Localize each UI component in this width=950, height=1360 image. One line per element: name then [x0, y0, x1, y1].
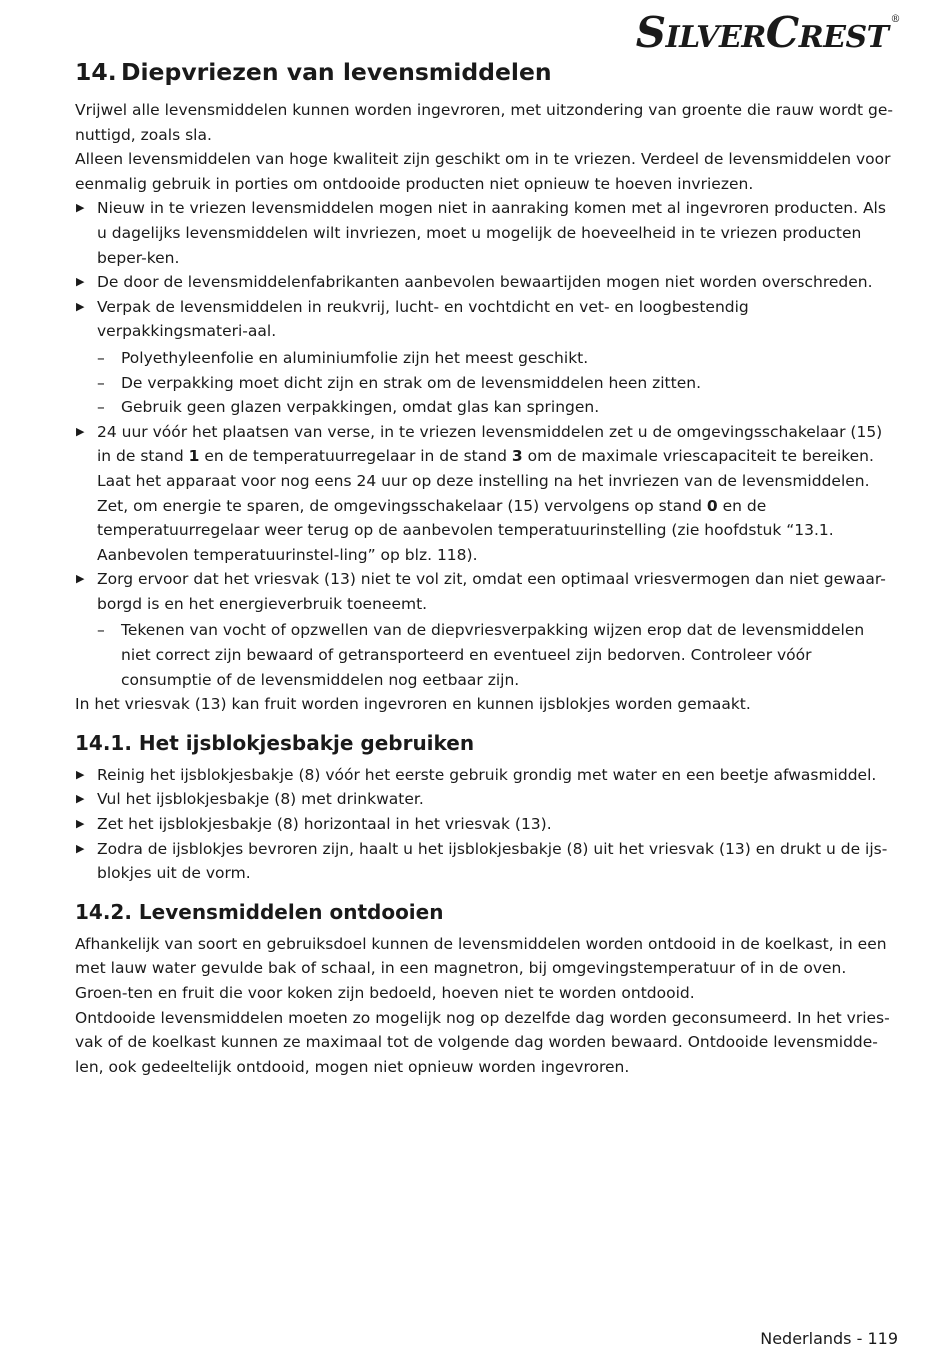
- list-item: ▶ Zodra de ijsblokjes bevroren zijn, haalt u het ijsblokjesbakje (8) uit het vriesvak (13) en drukt u de ijs-blokjes uit de vorm.: [75, 837, 897, 886]
- dash-marker: –: [97, 398, 105, 417]
- triangle-right-icon: ▶: [76, 424, 85, 438]
- list-item: ▶ Reinig het ijsblokjesbakje (8) vóór het eerste gebruik grondig met water en een beetje afwasmiddel.: [75, 763, 897, 788]
- section-14-2-para-1: Afhankelijk van soort en gebruiksdoel kunnen de levensmiddelen worden ontdooid in de koelkast, in een met lauw water gevulde bak of schaal, in een magnetron, bij omgevingstemperatuur of in de oven. Groen-ten en fruit die voor koken zijn bedoeld, hoeven niet te worden ontdooid.: [75, 934, 887, 1002]
- dash-marker: –: [97, 373, 105, 392]
- triangle-right-icon: ▶: [76, 275, 85, 289]
- triangle-right-icon: ▶: [76, 767, 85, 781]
- triangle-right-icon: ▶: [76, 572, 85, 586]
- section-14-heading: 14. Diepvriezen van levensmiddelen: [75, 58, 552, 86]
- silvercrest-logo: SILVERCREST®: [635, 8, 900, 57]
- dash-marker: –: [97, 348, 105, 367]
- triangle-right-icon: ▶: [76, 817, 85, 831]
- page-content: [75, 50, 897, 1079]
- list-item: ▶ Zorg ervoor dat het vriesvak (13) niet te vol zit, omdat een optimaal vriesvermogen dan niet gewaar-borgd is en het energieverbruik toeneemt.: [75, 567, 897, 616]
- list-item: ▶ Zet het ijsblokjesbakje (8) horizontaal in het vriesvak (13).: [75, 812, 897, 837]
- section-14-intro-2: Alleen levensmiddelen van hoge kwaliteit zijn geschikt om in te vriezen. Verdeel de levensmiddelen voor eenmalig gebruik in porties om ontdooide producten niet opnieuw te hoeven invriezen.: [75, 150, 891, 193]
- registered-mark: ®: [890, 14, 900, 25]
- section-14-intro-1: Vrijwel alle levensmiddelen kunnen worden ingevroren, met uitzondering van groente die rauw wordt ge-nuttigd, zoals sla.: [75, 101, 893, 144]
- section-14-1-heading: 14.1. Het ijsblokjesbakje gebruiken: [75, 730, 475, 755]
- triangle-right-icon: ▶: [76, 792, 85, 806]
- sub-list-item: – Gebruik geen glazen verpakkingen, omdat glas kan springen.: [75, 395, 897, 420]
- list-item: ▶ De door de levensmiddelenfabrikanten aanbevolen bewaartijden mogen niet worden overschreden.: [75, 270, 897, 295]
- sub-list-item: – Polyethyleenfolie en aluminiumfolie zijn het meest geschikt.: [75, 346, 897, 371]
- triangle-right-icon: ▶: [76, 299, 85, 313]
- list-item: ▶ Nieuw in te vriezen levensmiddelen mogen niet in aanraking komen met al ingevroren producten. Als u dagelijks levensmiddelen wilt invriezen, moet u mogelijk de hoeveelheid in te vriezen producten beper-ken.: [75, 196, 897, 270]
- section-14-2-heading: 14.2. Levensmiddelen ontdooien: [75, 899, 444, 924]
- dash-marker: –: [97, 621, 105, 640]
- list-item: ▶ 24 uur vóór het plaatsen van verse, in te vriezen levensmiddelen zet u de omgevingsschakelaar (15) in de stand 1 en de temperatuurregelaar in de stand 3 om de maximale vriescapaciteit te bereiken. Laat het apparaat voor nog eens 24 uur op deze instelling na het invriezen van de levensmiddelen. Zet, om energie te sparen, de omgevingsschakelaar (15) vervolgens op stand 0 en de temperatuurregelaar weer terug op de aanbevolen temperatuurinstelling (zie hoofdstuk “13.1. Aanbevolen temperatuurinstel-ling” op blz. 118).: [75, 420, 897, 568]
- sub-list-item: – De verpakking moet dicht zijn en strak om de levensmiddelen heen zitten.: [75, 371, 897, 396]
- section-14-2-para-2: Ontdooide levensmiddelen moeten zo mogelijk nog op dezelfde dag worden geconsumeerd. In het vries-vak of de koelkast kunnen ze maximaal tot de volgende dag worden bewaard. Ontdooide levensmidde-len, ook gedeeltelijk ontdooid, mogen niet opnieuw worden ingevroren.: [75, 1008, 890, 1076]
- section-14-outro: In het vriesvak (13) kan fruit worden ingevroren en kunnen ijsblokjes worden gemaakt.: [75, 695, 751, 714]
- page-footer: Nederlands - 119: [760, 1329, 898, 1348]
- list-item: ▶ Verpak de levensmiddelen in reukvrij, lucht- en vochtdicht en vet- en loogbestendig verpakkingsmateri-aal.: [75, 295, 897, 344]
- sub-list-item: – Tekenen van vocht of opzwellen van de diepvriesverpakking wijzen erop dat de levensmiddelen niet correct zijn bewaard of getransporteerd en eventueel zijn bedorven. Controleer vóór consumptie of de levensmiddelen nog eetbaar zijn.: [75, 618, 897, 692]
- list-item: ▶ Vul het ijsblokjesbakje (8) met drinkwater.: [75, 787, 897, 812]
- triangle-right-icon: ▶: [76, 201, 85, 215]
- triangle-right-icon: ▶: [76, 841, 85, 855]
